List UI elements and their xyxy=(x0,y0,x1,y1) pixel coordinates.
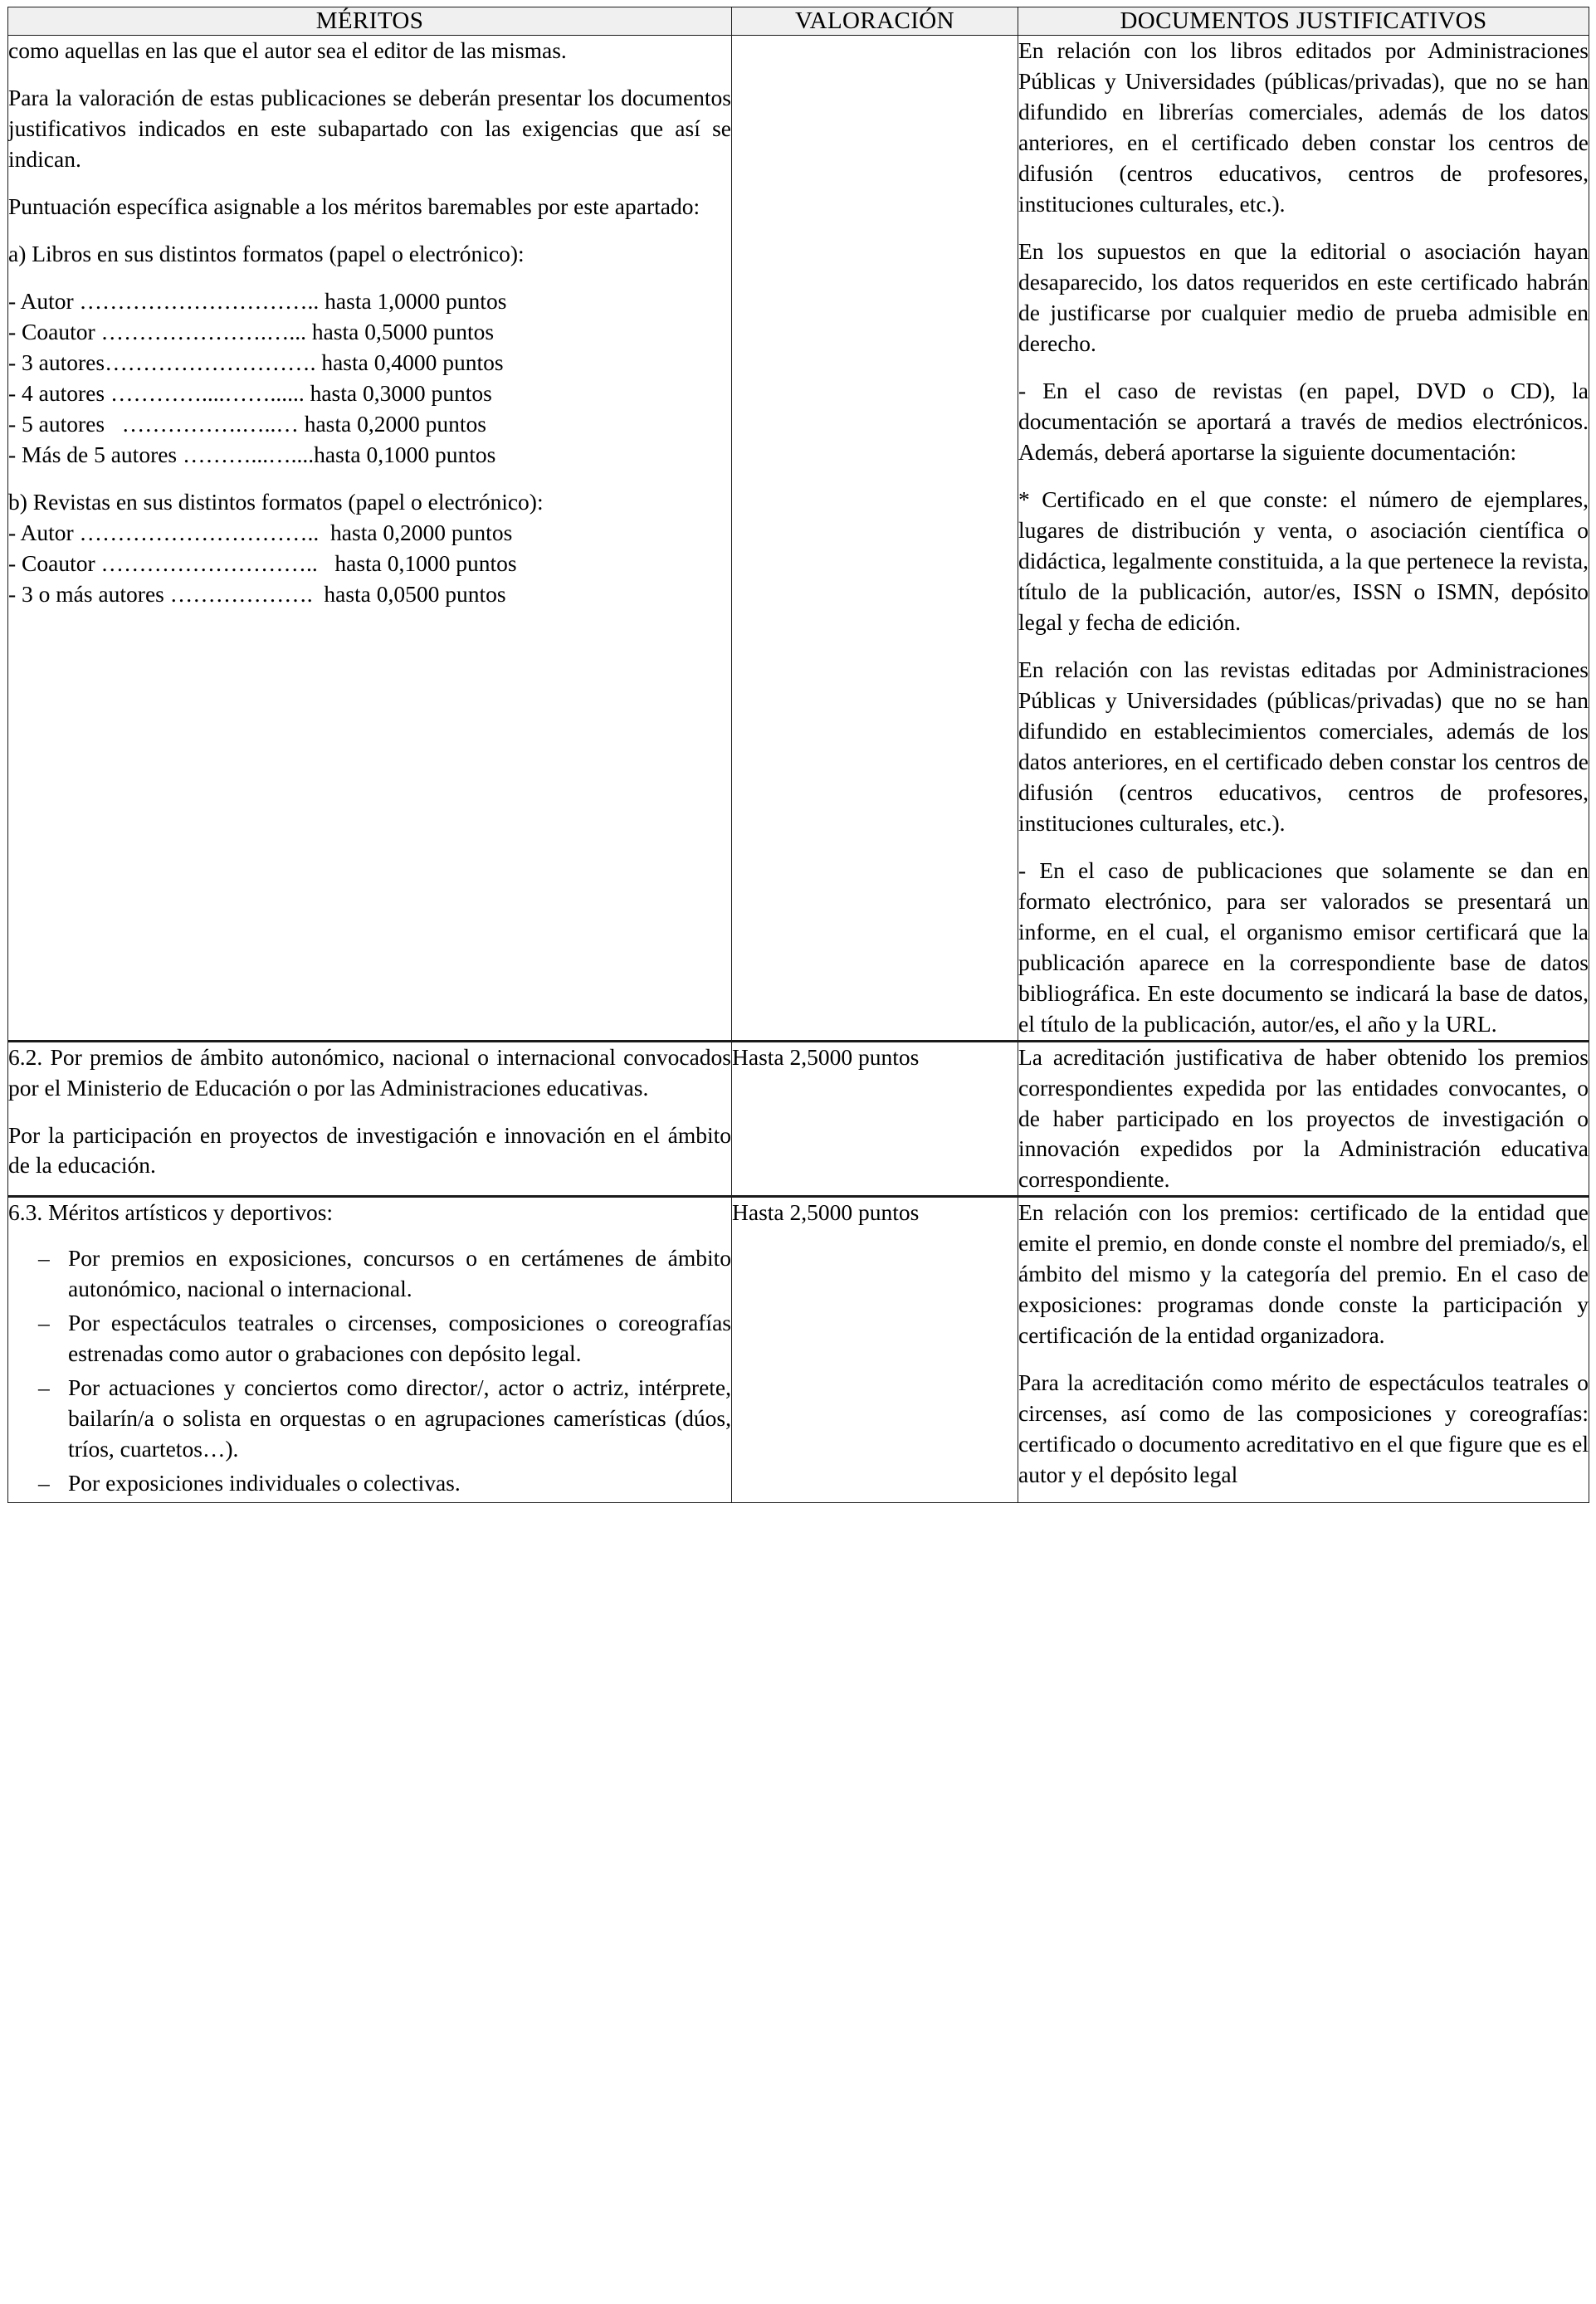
table-body xyxy=(8,36,1589,1503)
list-item: - 3 o más autores ………………. hasta 0,0500 puntos xyxy=(8,580,506,607)
paragraph: Por la participación en proyectos de investigación e innovación en el ámbito de la educación. xyxy=(8,1121,731,1179)
section-b-scale-list xyxy=(8,518,731,610)
paragraph: La acreditación justificativa de haber obtenido los premios correspondientes expedida por las entidades convocantes, o de haber participado en los proyectos de investigación o innovación expedidos por la Administración educativa correspondiente. xyxy=(1018,1043,1589,1193)
table-header xyxy=(8,7,1589,36)
list-item xyxy=(8,1308,731,1369)
list-item: - Autor ………………………….. hasta 0,2000 puntos xyxy=(8,519,513,545)
section-b-heading: b) Revistas en sus distintos formatos (papel o electrónico): xyxy=(8,488,544,515)
valoracion-value: Hasta 2,5000 puntos xyxy=(732,1199,920,1226)
cell-valoracion-row3 xyxy=(732,1197,1018,1503)
paragraph: - En el caso de publicaciones que solamente se dan en formato electrónico, para ser valorados se presentará un informe, en el cual, el organismo emisor certificará que la publicación aparece en la correspondiente base de datos bibliográfica. En este documento se indicará la base de datos, el título de la publicación, autor/es, el año y la URL. xyxy=(1018,857,1589,1037)
dash-bullet-icon: – xyxy=(38,1245,50,1272)
paragraph: * Certificado en el que conste: el número de ejemplares, lugares de distribución y venta, o asociación científica o didáctica, legalmente constituida, a la que pertenece la revista, título de la publicación, autor/es, ISSN o ISMN, depósito legal y fecha de edición. xyxy=(1018,486,1589,635)
cell-documentos-row1 xyxy=(1018,36,1589,1042)
list-item xyxy=(8,1243,731,1305)
dash-bullet-icon: – xyxy=(38,1470,50,1496)
section-a-heading: a) Libros en sus distintos formatos (papel o electrónico): xyxy=(8,240,525,266)
table-row xyxy=(8,36,1589,1042)
cell-meritos-row3 xyxy=(8,1197,732,1503)
table-row xyxy=(8,1041,1589,1197)
cell-meritos-row1 xyxy=(8,36,732,1042)
dash-bullet-icon: – xyxy=(38,1310,50,1336)
document-page xyxy=(0,7,1596,1503)
list-item: - 5 autores …………….…..… hasta 0,2000 puntos xyxy=(8,410,486,437)
cell-meritos-row2 xyxy=(8,1041,732,1197)
column-header-documentos: DOCUMENTOS JUSTIFICATIVOS xyxy=(1018,7,1589,36)
cell-documentos-row3 xyxy=(1018,1197,1589,1503)
cell-valoracion-row2 xyxy=(732,1041,1018,1197)
artistic-merits-bullet-list xyxy=(8,1243,731,1499)
paragraph: Para la acreditación como mérito de espectáculos teatrales o circenses, así como de las composiciones y coreografías: certificado o documento acreditativo en el que figure que es el autor y el depósito legal xyxy=(1018,1369,1589,1488)
paragraph: En relación con los premios: certificado de la entidad que emite el premio, en donde conste el nombre del premiado/s, el ámbito del mismo y la categoría del premio. En el caso de exposiciones: programas donde conste la participación y certificación de la entidad organizadora. xyxy=(1018,1199,1589,1349)
paragraph: En los supuestos en que la editorial o asociación hayan desaparecido, los datos requeridos en este certificado habrán de justificarse por cualquier medio de prueba admisible en derecho. xyxy=(1018,237,1589,356)
list-item: - Más de 5 autores ………...…....hasta 0,1000 puntos xyxy=(8,441,496,467)
paragraph: En relación con los libros editados por Administraciones Públicas y Universidades (públicas/privadas), que no se han difundido en librerías comerciales, además de los datos anteriores, en el certificado deben constar los centros de difusión (centros educativos, centros de profesores, instituciones culturales, etc.). xyxy=(1018,37,1589,217)
list-item-text: Por exposiciones individuales o colectivas. xyxy=(68,1470,461,1496)
column-header-meritos: MÉRITOS xyxy=(8,7,732,36)
list-item xyxy=(8,1373,731,1465)
list-item: - Coautor ………………….…... hasta 0,5000 puntos xyxy=(8,318,495,344)
list-item xyxy=(8,1468,731,1499)
paragraph: como aquellas en las que el autor sea el editor de las mismas. xyxy=(8,37,567,63)
table-header-row xyxy=(8,7,1589,36)
paragraph: 6.2. Por premios de ámbito autonómico, nacional o internacional convocados por el Ministerio de Educación o por las Administraciones educativas. xyxy=(8,1043,731,1101)
list-item: - 4 autores …………....……...... hasta 0,3000 puntos xyxy=(8,379,492,406)
list-item-text: Por premios en exposiciones, concursos o en certámenes de ámbito autonómico, nacional o internacional. xyxy=(68,1245,731,1302)
paragraph: Para la valoración de estas publicaciones se deberán presentar los documentos justificativos indicados en este subapartado con las exigencias que así se indican. xyxy=(8,84,731,172)
valoracion-value: Hasta 2,5000 puntos xyxy=(732,1043,920,1070)
section-a-scale-list xyxy=(8,286,731,471)
column-header-valoracion: VALORACIÓN xyxy=(732,7,1018,36)
list-item: - Coautor ……………………….. hasta 0,1000 puntos xyxy=(8,549,517,576)
list-item-text: Por actuaciones y conciertos como director/, actor o actriz, intérprete, bailarín/a o solista en orquestas o en agrupaciones camerísticas (dúos, tríos, cuartetos…). xyxy=(68,1374,731,1462)
merits-evaluation-table xyxy=(7,7,1589,1503)
paragraph: En relación con las revistas editadas por Administraciones Públicas y Universidades (públicas/privadas) que no se han difundido en establecimientos comerciales, además de los datos anteriores, en el certificado deben constar los centros de difusión (centros educativos, centros de profesores, instituciones culturales, etc.). xyxy=(1018,656,1589,836)
paragraph: Puntuación específica asignable a los méritos baremables por este apartado: xyxy=(8,193,700,219)
list-item-text: Por espectáculos teatrales o circenses, composiciones o coreografías estrenadas como autor o grabaciones con depósito legal. xyxy=(68,1310,731,1367)
dash-bullet-icon: – xyxy=(38,1374,50,1401)
list-item: - 3 autores………………………. hasta 0,4000 puntos xyxy=(8,349,504,375)
section-6-3-heading: 6.3. Méritos artísticos y deportivos: xyxy=(8,1199,334,1226)
cell-valoracion-row1 xyxy=(732,36,1018,1042)
paragraph: - En el caso de revistas (en papel, DVD o CD), la documentación se aportará a través de medios electrónicos. Además, deberá aportarse la siguiente documentación: xyxy=(1018,377,1589,465)
cell-documentos-row2 xyxy=(1018,1041,1589,1197)
list-item: - Autor ………………………….. hasta 1,0000 puntos xyxy=(8,287,507,314)
table-row xyxy=(8,1197,1589,1503)
